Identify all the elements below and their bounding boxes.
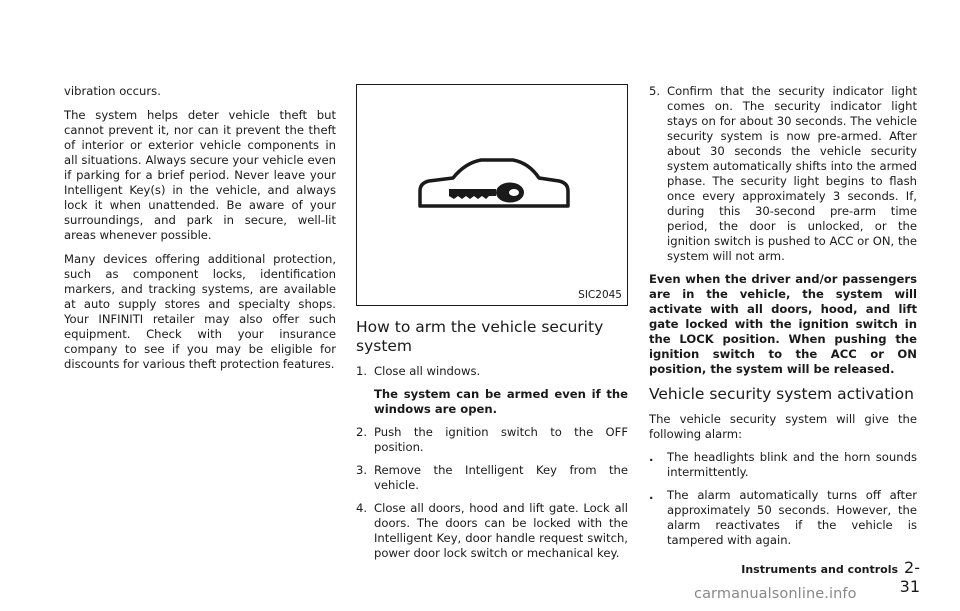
footer-section-title: Instruments and controls — [741, 563, 899, 576]
step-text: Confirm that the security indicator light comes on. The security indicator light stays on for about 30 seconds. The vehicle security system is now pre-armed. After about 30 seconds the vehicle security system automatically shifts into the armed phase. The security light begins to flash once every approximately 3 seconds. If, during this 30-second pre-arm time period, the door is unlocked, or the ignition switch is pushed to ACC or ON, the system will not arm. — [667, 84, 917, 263]
paragraph-alarm-intro: The vehicle security system will give the following alarm: — [649, 412, 917, 441]
bullet-marker: . — [649, 488, 654, 502]
step-number: 3. — [356, 463, 368, 477]
left-column — [64, 84, 336, 381]
step-text: Close all doors, hood and lift gate. Lock all doors. The doors can be locked with the Intelligent Key, door handle request switch, power door lock switch or mechanical key. — [374, 501, 628, 560]
bullet-text: The headlights blink and the horn sounds intermittently. — [667, 450, 917, 479]
step-3 — [356, 463, 628, 493]
step-number: 4. — [356, 501, 368, 515]
note-windows-open: The system can be armed even if the windows are open. — [374, 387, 628, 416]
step-4 — [356, 501, 628, 561]
paragraph-vibration: vibration occurs. — [64, 84, 161, 98]
car-key-lock-icon — [357, 85, 627, 305]
step-1 — [356, 364, 628, 379]
bullet-item — [649, 488, 917, 548]
step-text: Close all windows. — [374, 364, 481, 378]
section-heading-arm: How to arm the vehicle security system — [356, 318, 604, 355]
step-5 — [649, 84, 917, 264]
watermark: carmanualsonline.info — [694, 586, 857, 602]
step-text: Remove the Intelligent Key from the vehicle. — [374, 463, 628, 492]
bullet-text: The alarm automatically turns off after approximately 50 seconds. However, the alarm reactivates if the vehicle is tampered with again. — [667, 488, 917, 547]
step-text: Push the ignition switch to the OFF position. — [374, 425, 628, 454]
paragraph-additional-protection: Many devices offering additional protection, such as component locks, identification markers, and tracking systems, are available at auto supply stores and specialty shops. Your INFINITI retailer may also offer such equipment. Check with your insurance company to see if you may be eligible for discounts for various theft protection features. — [64, 252, 336, 371]
bullet-marker: . — [649, 450, 654, 464]
section-heading-activation: Vehicle security system activation — [649, 385, 914, 403]
step-2 — [356, 425, 628, 455]
step-number: 1. — [356, 364, 368, 378]
security-figure — [356, 84, 628, 306]
page-number: 2-31 — [899, 558, 920, 596]
step-number: 5. — [649, 84, 661, 98]
paragraph-theft-deterrence: The system helps deter vehicle theft but cannot prevent it, nor can it prevent the theft of interior or exterior vehicle components in all situations. Always secure your vehicle even if parking for a brief period. Never leave your Intelligent Key(s) in the vehicle, and always lock it when unattended. Be aware of your surroundings, and park in secure, well-lit areas whenever possible. — [64, 108, 336, 242]
bullet-item — [649, 450, 917, 480]
middle-column — [356, 84, 628, 569]
figure-caption: SIC2045 — [578, 289, 622, 301]
paragraph-driver-in-vehicle: Even when the driver and/or passengers are in the vehicle, the system will activate with all doors, hood, and lift gate locked with the ignition switch in the LOCK position. When pushing the ignition switch to the ACC or ON position, the system will be released. — [649, 272, 917, 376]
step-number: 2. — [356, 425, 368, 439]
right-column — [649, 84, 917, 556]
